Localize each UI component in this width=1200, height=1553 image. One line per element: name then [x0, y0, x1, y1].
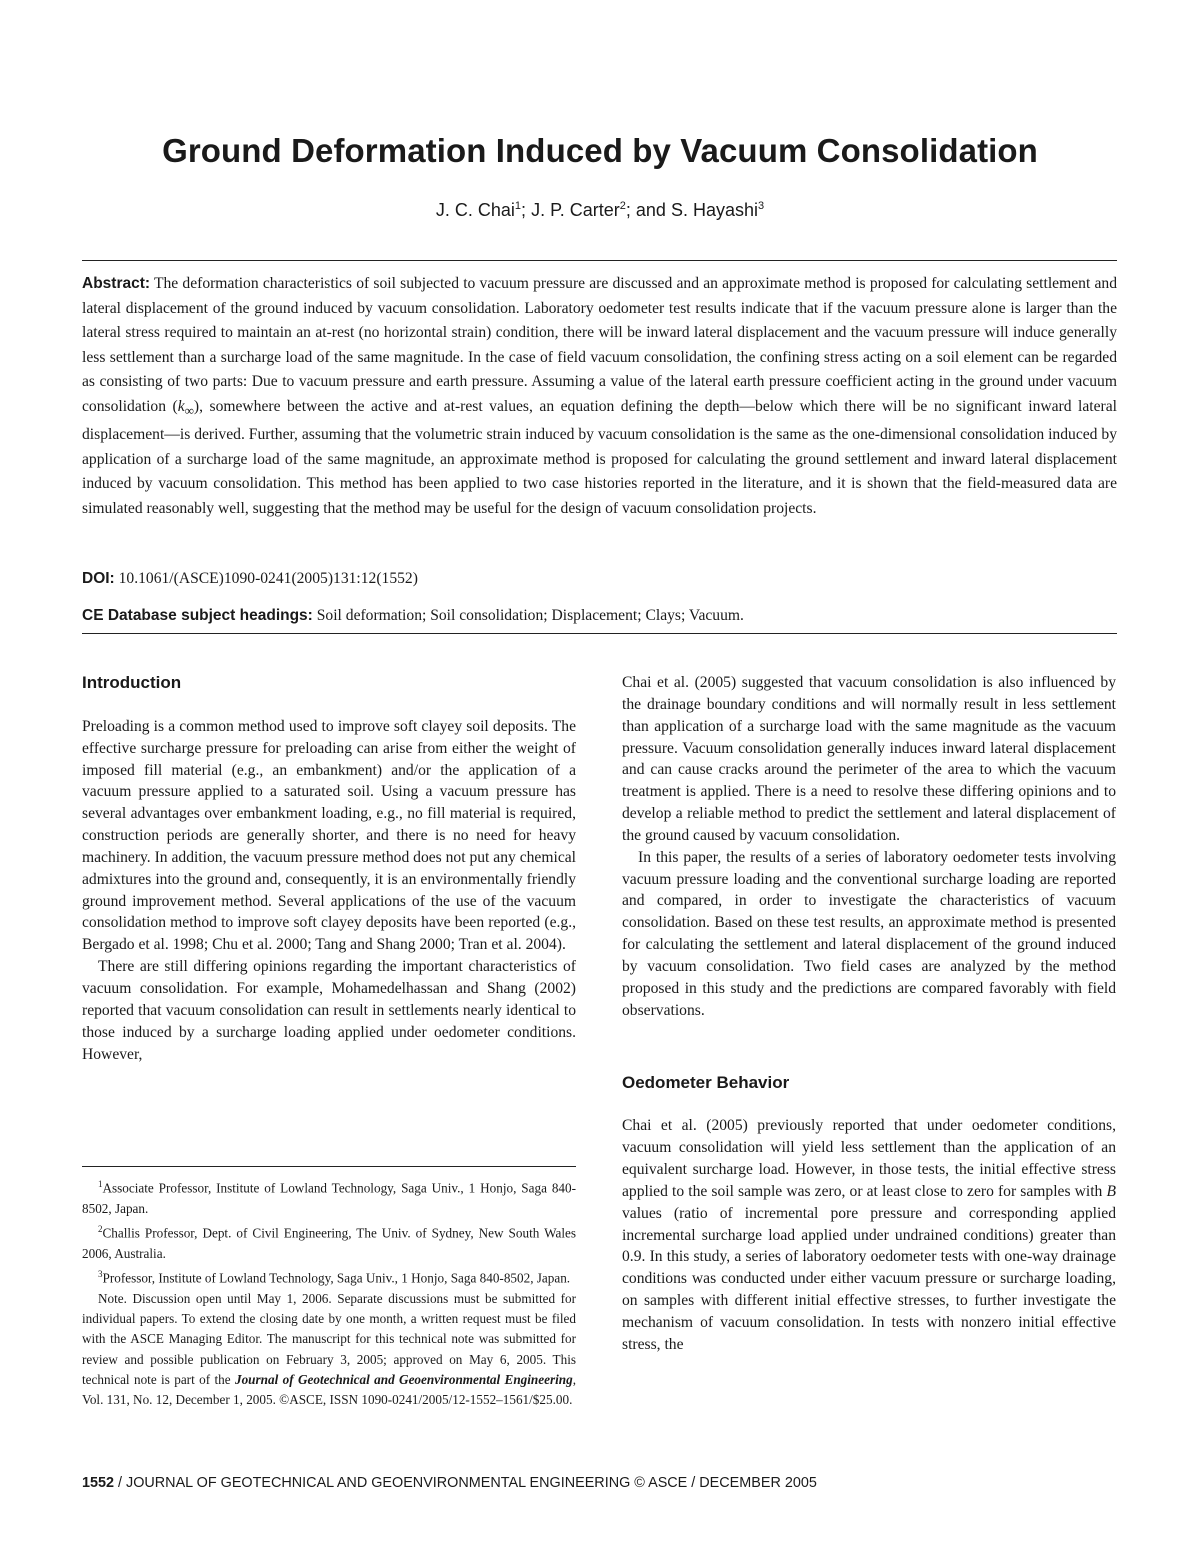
subject-headings-value: Soil deformation; Soil consolidation; Displacement; Clays; Vacuum. — [312, 607, 744, 624]
paragraph-text: values (ratio of incremental pore pressure and corresponding applied incremental surcharge load applied under undrained conditions) greater than 0.9. In this study, a series of laboratory oedometer tests with one-way drainage conditions was conducted under either vacuum pressure or surcharge loading, on samples with different initial effective stresses, to further investigate the mechanism of vacuum consolidation. In tests with nonzero initial effective stress, the — [622, 1204, 1116, 1353]
note-text: Note. Discussion open until May 1, 2006. Separate discussions must be submitted for individual papers. To extend the closing date by one month, a written request must be filed with the ASCE Managing Editor. The manuscript for this technical note was submitted for review and possible publication on February 3, 2005; approved on May 6, 2005. This technical note is part of the — [82, 1290, 576, 1387]
footnotes — [82, 1174, 576, 1410]
footnote — [82, 1174, 576, 1219]
paragraph: There are still differing opinions regarding the important characteristics of vacuum consolidation. For example, Mohamedelhassan and Shang (2002) reported that vacuum consolidation can result in settlements nearly identical to those induced by a surcharge loading applied under oedometer conditions. However, — [82, 958, 576, 1063]
paper-title: Ground Deformation Induced by Vacuum Consolidation — [162, 132, 1038, 169]
footnote — [82, 1219, 576, 1264]
author-name: S. Hayashi — [670, 200, 758, 220]
author-name: J. C. Chai — [435, 200, 515, 220]
journal-name: Journal of Geotechnical and Geoenvironmental Engineering — [234, 1371, 573, 1387]
footnote-mark: 3 — [98, 1268, 103, 1279]
doi-line — [82, 570, 1117, 588]
running-footer: / JOURNAL OF GEOTECHNICAL AND GEOENVIRONMENTAL ENGINEERING © ASCE / DECEMBER 2005 — [114, 1475, 817, 1491]
author-name: J. P. Carter — [531, 200, 620, 220]
right-column — [622, 672, 1116, 1356]
paragraph — [622, 1115, 1116, 1355]
publication-note — [82, 1289, 576, 1411]
subject-headings-line — [82, 607, 1117, 625]
abstract-text: The deformation characteristics of soil subjected to vacuum pressure are discussed and an approximate method is proposed for calculating settlement and lateral displacement of the ground induced by vacuum consolidation. Laboratory oedometer test results indicate that if the vacuum pressure alone is larger than the lateral stress required to maintain an at-rest (no horizontal strain) condition, there will be inward lateral displacement and the vacuum pressure will induce generally less settlement than a surcharge load of the same magnitude. In the case of field vacuum consolidation, the confining stress acting on a soil element can be regarded as consisting of two parts: Due to vacuum pressure and earth pressure. Assuming a value of the lateral earth pressure coefficient acting in the ground under vacuum consolidation ( — [82, 275, 1117, 415]
doi-value: 10.1061/(ASCE)1090-0241(2005)131:12(1552) — [114, 570, 418, 587]
abstract-label: Abstract: — [82, 275, 151, 292]
footnote-text: Challis Professor, Dept. of Civil Engineering, The Univ. of Sydney, New South Wales 2006, Australia. — [82, 1225, 576, 1261]
section-heading-introduction: Introduction — [82, 673, 182, 692]
affiliation-mark: 3 — [757, 200, 765, 212]
footnote-rule — [82, 1166, 576, 1167]
footnote-mark: 1 — [98, 1179, 103, 1189]
left-column — [82, 672, 576, 1065]
author-separator: ; — [521, 200, 532, 220]
footnote-mark: 2 — [98, 1223, 103, 1234]
paragraph: Chai et al. (2005) suggested that vacuum consolidation is also influenced by the drainage boundary conditions and will normally result in less settlement than application of a surcharge load with the same magnitude as the vacuum pressure. Vacuum consolidation generally induces inward lateral displacement and can cause cracks around the perimeter of the area to which the vacuum treatment is applied. There is a need to resolve these differing opinions and to develop a reliable method to predict the settlement and lateral displacement of the ground caused by vacuum consolidation. — [622, 674, 1116, 844]
author-separator: ; and — [625, 200, 671, 220]
subject-headings-label: CE Database subject headings: — [82, 607, 313, 624]
note-text: , Vol. 131, No. 12, December 1, 2005. ©ASCE, ISSN 1090-0241/2005/12-1552–1561/$25.00. — [82, 1371, 576, 1408]
symbol-k: k — [177, 397, 185, 415]
affiliation-mark: 1 — [514, 200, 522, 212]
footnote-text: Professor, Institute of Lowland Technology, Saga Univ., 1 Honjo, Saga 840-8502, Japan. — [102, 1270, 571, 1286]
abstract-text: ), somewhere between the active and at-rest values, an equation defining the depth—below which there will be no significant inward lateral displacement—is derived. Further, assuming that the volumetric strain induced by vacuum consolidation is the same as the one-dimensional consolidation induced by application of a surcharge load of the same magnitude, an approximate method is proposed for calculating the ground settlement and inward lateral displacement induced by vacuum consolidation. This method has been applied to two case histories reported in the literature, and it is shown that the field-measured data are simulated reasonably well, suggesting that the method may be useful for the design of vacuum consolidation projects. — [82, 397, 1117, 517]
author-line — [0, 200, 1200, 221]
footnote — [82, 1264, 576, 1289]
page-number: 1552 — [82, 1475, 115, 1491]
paragraph-text: Chai et al. (2005) previously reported that under oedometer conditions, vacuum consolidation will yield less settlement than the application of an equivalent surcharge load. However, in those tests, the initial effective stress applied to the soil sample was zero, or at least close to zero for samples with — [622, 1117, 1116, 1200]
abstract — [82, 272, 1117, 521]
affiliation-mark: 2 — [619, 200, 626, 212]
paragraph: In this paper, the results of a series of laboratory oedometer tests involving vacuum pressure loading and the conventional surcharge loading are reported and compared, in order to investigate the characteristics of vacuum consolidation. Based on these test results, an approximate method is presented for calculating the settlement and lateral displacement of the ground induced by vacuum consolidation. Two field cases are analyzed by the method proposed in this study and the predictions are compared favorably with field observations. — [622, 848, 1116, 1019]
symbol-subscript: ∞ — [184, 402, 194, 418]
paragraph: Preloading is a common method used to improve soft clayey soil deposits. The effective surcharge pressure for preloading can arise from either the weight of imposed fill material (e.g., an embankment) and/or the application of a vacuum pressure applied to a saturated soil. Using a vacuum pressure has several advantages over embankment loading, e.g., no fill material is required, construction periods are generally shorter, and there is no need for heavy machinery. In addition, the vacuum pressure method does not put any chemical admixtures into the ground and, consequently, it is an environmentally friendly ground improvement method. Several applications of the use of the vacuum consolidation method to improve soft clayey deposits have been reported (e.g., Bergado et al. 1998; Chu et al. 2000; Tang and Shang 2000; Tran et al. 2004). — [82, 717, 576, 954]
doi-label: DOI: — [82, 570, 115, 587]
top-rule — [82, 260, 1117, 261]
page-footer — [82, 1475, 1117, 1491]
variable-b: B — [1106, 1182, 1116, 1200]
footnote-text: Associate Professor, Institute of Lowland Technology, Saga Univ., 1 Honjo, Saga 840-8502, Japan. — [82, 1180, 576, 1216]
bottom-rule — [82, 633, 1117, 634]
section-heading-oedometer: Oedometer Behavior — [622, 1072, 790, 1092]
